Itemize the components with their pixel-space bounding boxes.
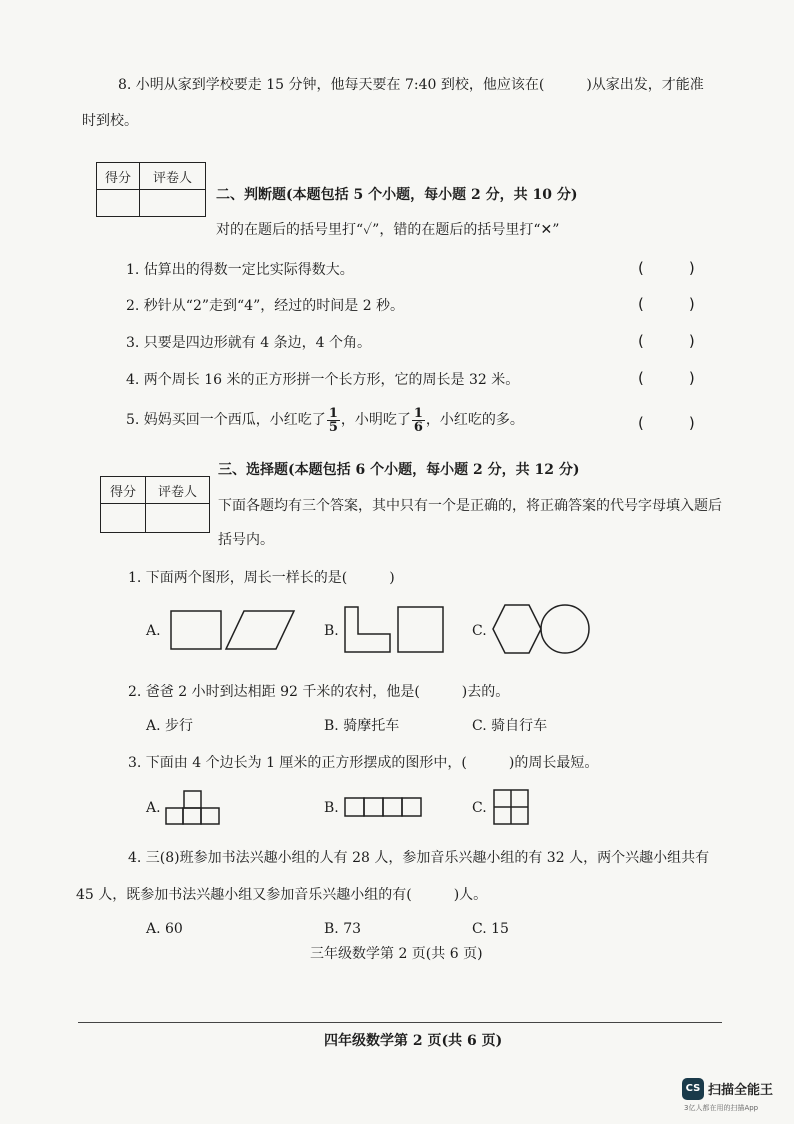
watermark-tagline: 3亿人都在用的扫描App (684, 1104, 759, 1112)
section2-instruction: 对的在题后的括号里打“✓”，错的在题后的括号里打“✕” (216, 222, 560, 238)
item5-part3: ，小红吃的多。 (425, 412, 524, 428)
score-header: 得分 (101, 477, 146, 504)
answer-paren-2[interactable]: ( ) (638, 295, 695, 313)
page-divider (78, 1022, 722, 1023)
fraction-one-sixth (412, 407, 425, 434)
section3-instruction-line2: 括号内。 (218, 532, 274, 548)
judge-item-3: 3. 只要是四边形就有 4 条边，4 个角。 (126, 335, 371, 351)
l-shape-and-square-figure (344, 606, 449, 654)
choice-q4-option-b[interactable]: B. 73 (324, 921, 362, 937)
choice-q4-option-a[interactable]: A. 60 (146, 921, 183, 937)
frac1-denominator: 5 (328, 419, 338, 435)
page-footer-grade3: 三年级数学第 2 页(共 6 页) (310, 946, 483, 962)
square-tetromino-figure (492, 788, 532, 828)
score-cell[interactable] (97, 190, 140, 217)
answer-paren-5[interactable]: ( ) (638, 414, 695, 432)
item5-part2: ，小明吃了 (340, 412, 411, 428)
i-tetromino-figure (344, 796, 424, 820)
frac1-numerator: 1 (328, 405, 338, 421)
choice-q1-text: 1. 下面两个图形，周长一样长的是( ) (128, 570, 395, 586)
fraction-one-fifth (327, 407, 340, 434)
q8-line1: 8. 小明从家到学校要走 15 分钟，他每天要在 7:40 到校，他应该在( )从家出发，才能准 (118, 77, 704, 93)
choice-q2-option-b[interactable]: B. 骑摩托车 (324, 718, 400, 734)
frac2-denominator: 6 (413, 419, 423, 435)
judge-item-5 (126, 403, 524, 437)
score-header: 得分 (97, 163, 140, 190)
choice-q2-option-c[interactable]: C. 骑自行车 (472, 718, 548, 734)
choice-q4-option-c[interactable]: C. 15 (472, 921, 509, 937)
judge-item-1: 1. 估算出的得数一定比实际得数大。 (126, 262, 354, 278)
answer-paren-1[interactable]: ( ) (638, 259, 695, 277)
choice-q4-line2: 45 人，既参加书法兴趣小组又参加音乐兴趣小组的有( )人。 (76, 887, 488, 903)
judge-item-2: 2. 秒针从“2”走到“4”，经过的时间是 2 秒。 (126, 298, 405, 314)
score-table-section2 (96, 162, 206, 217)
score-table-section3 (100, 476, 210, 533)
choice-q1-option-b-label[interactable]: B. (324, 623, 339, 639)
choice-q3-text: 3. 下面由 4 个边长为 1 厘米的正方形摆成的图形中，( )的周长最短。 (128, 755, 599, 771)
score-cell[interactable] (101, 504, 146, 533)
rectangle-and-parallelogram-figure (170, 610, 300, 652)
grader-header: 评卷人 (140, 163, 206, 190)
answer-paren-3[interactable]: ( ) (638, 332, 695, 350)
watermark-brand: 扫描全能王 (708, 1083, 774, 1098)
frac2-numerator: 1 (413, 405, 423, 421)
judge-item-4: 4. 两个周长 16 米的正方形拼一个长方形，它的周长是 32 米。 (126, 372, 520, 388)
grader-header: 评卷人 (146, 477, 210, 504)
item5-part1: 5. 妈妈买回一个西瓜，小红吃了 (126, 412, 326, 428)
section3-title: 三、选择题(本题包括 6 个小题，每小题 2 分，共 12 分) (218, 462, 580, 478)
choice-q3-option-c-label[interactable]: C. (472, 800, 487, 816)
hexagon-and-circle-figure (492, 603, 594, 655)
choice-q3-option-a-label[interactable]: A. (146, 800, 161, 816)
choice-q2-option-a[interactable]: A. 步行 (146, 718, 194, 734)
choice-q2-text: 2. 爸爸 2 小时到达相距 92 千米的农村，他是( )去的。 (128, 684, 510, 700)
answer-paren-4[interactable]: ( ) (638, 369, 695, 387)
choice-q1-option-a-label[interactable]: A. (146, 623, 161, 639)
grader-cell[interactable] (146, 504, 210, 533)
choice-q1-option-c-label[interactable]: C. (472, 623, 487, 639)
page-footer-grade4: 四年级数学第 2 页(共 6 页) (324, 1033, 503, 1049)
camscanner-logo-icon: CS (682, 1078, 704, 1100)
choice-q4-line1: 4. 三(8)班参加书法兴趣小组的人有 28 人，参加音乐兴趣小组的有 32 人，两个兴趣小组共有 (128, 850, 710, 866)
section2-title: 二、判断题(本题包括 5 个小题，每小题 2 分，共 10 分) (216, 187, 578, 203)
t-tetromino-figure (164, 790, 224, 826)
section3-instruction-line1: 下面各题均有三个答案，其中只有一个是正确的，将正确答案的代号字母填入题后 (218, 498, 722, 514)
choice-q3-option-b-label[interactable]: B. (324, 800, 339, 816)
q8-line2: 时到校。 (82, 113, 138, 129)
grader-cell[interactable] (140, 190, 206, 217)
